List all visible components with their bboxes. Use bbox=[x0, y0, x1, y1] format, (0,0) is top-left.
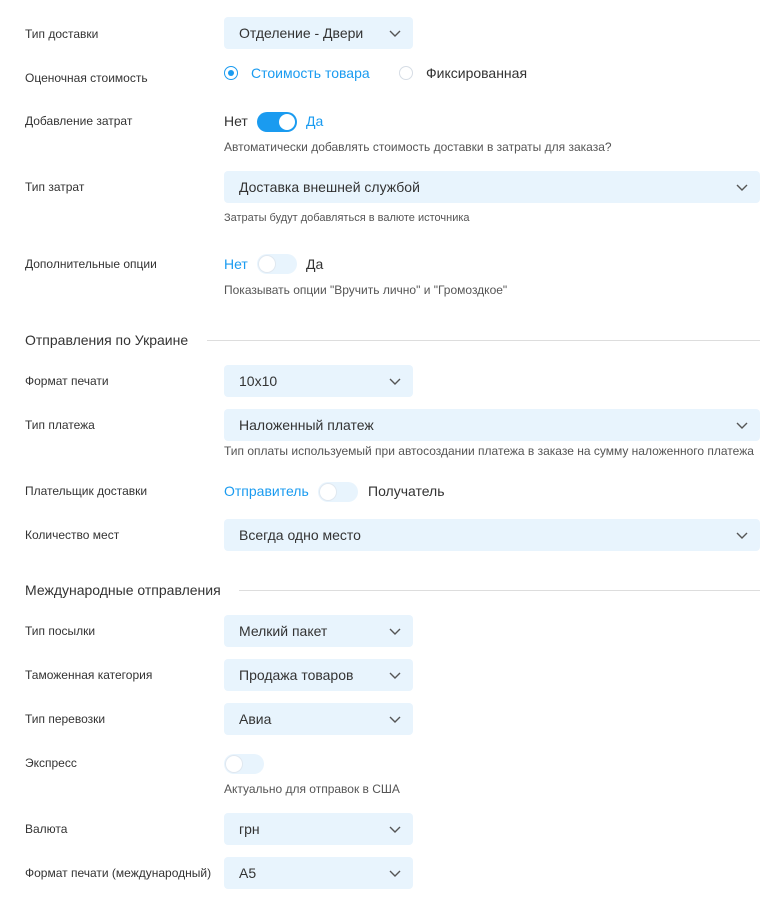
payment-type-hint: Тип оплаты используемый при автосоздании платежа в заказе на сумму наложенного платежа bbox=[224, 444, 754, 458]
intl-print-format-label: Формат печати (международный) bbox=[25, 866, 212, 880]
intl-print-format-select[interactable] bbox=[224, 857, 413, 889]
cost-type-hint: Затраты будут добавляться в валюте источника bbox=[224, 212, 470, 224]
chevron-down-icon bbox=[736, 529, 748, 541]
customs-label: Таможенная категория bbox=[25, 668, 153, 682]
payer-label: Плательщик доставки bbox=[25, 484, 148, 498]
payer-sender-label: Отправитель bbox=[224, 483, 309, 499]
estimated-cost-label: Оценочная стоимость bbox=[25, 71, 148, 85]
toggle-knob bbox=[226, 756, 242, 772]
add-costs-off-label: Нет bbox=[224, 113, 248, 129]
delivery-type-label: Тип доставки bbox=[25, 27, 99, 41]
transport-select[interactable] bbox=[224, 703, 413, 735]
places-select[interactable] bbox=[224, 519, 760, 551]
express-toggle[interactable] bbox=[224, 754, 264, 774]
add-costs-label: Добавление затрат bbox=[25, 114, 133, 128]
extra-options-on-label: Да bbox=[306, 256, 324, 272]
extra-options-toggle[interactable] bbox=[257, 254, 297, 274]
payer-recipient-label: Получатель bbox=[368, 483, 445, 499]
customs-value: Продажа товаров bbox=[239, 667, 354, 683]
intl-print-format-value: A5 bbox=[239, 865, 257, 881]
radio-fixed[interactable] bbox=[399, 66, 413, 80]
add-costs-hint: Автоматически добавлять стоимость доставки в затраты для заказа? bbox=[224, 140, 612, 154]
toggle-knob bbox=[259, 256, 275, 272]
extra-options-off-label: Нет bbox=[224, 256, 248, 272]
parcel-type-select[interactable] bbox=[224, 615, 413, 647]
chevron-down-icon bbox=[736, 419, 748, 431]
payment-type-value: Наложенный платеж bbox=[239, 417, 374, 433]
section-divider bbox=[239, 590, 760, 591]
chevron-down-icon bbox=[389, 625, 401, 637]
places-value: Всегда одно место bbox=[239, 527, 361, 543]
print-format-value: 10x10 bbox=[239, 373, 278, 389]
currency-label: Валюта bbox=[25, 822, 68, 836]
chevron-down-icon bbox=[389, 867, 401, 879]
add-costs-toggle[interactable] bbox=[257, 112, 297, 132]
option-fixed[interactable]: Фиксированная bbox=[426, 65, 528, 81]
express-label: Экспресс bbox=[25, 756, 77, 770]
toggle-knob bbox=[320, 484, 336, 500]
radio-product-cost[interactable] bbox=[224, 66, 238, 80]
cost-type-value: Доставка внешней службой bbox=[239, 179, 420, 195]
print-format-select[interactable] bbox=[224, 365, 413, 397]
chevron-down-icon bbox=[389, 375, 401, 387]
express-hint: Актуально для отправок в США bbox=[224, 782, 400, 796]
currency-select[interactable] bbox=[224, 813, 413, 845]
customs-select[interactable] bbox=[224, 659, 413, 691]
section-title-ukraine: Отправления по Украине bbox=[25, 332, 189, 348]
delivery-type-value: Отделение - Двери bbox=[239, 25, 364, 41]
places-label: Количество мест bbox=[25, 528, 120, 542]
chevron-down-icon bbox=[736, 181, 748, 193]
section-title-international: Международные отправления bbox=[25, 582, 221, 598]
transport-value: Авиа bbox=[239, 711, 272, 727]
cost-type-label: Тип затрат bbox=[25, 180, 85, 194]
chevron-down-icon bbox=[389, 713, 401, 725]
parcel-type-value: Мелкий пакет bbox=[239, 623, 328, 639]
payer-toggle[interactable] bbox=[318, 482, 358, 502]
print-format-label: Формат печати bbox=[25, 374, 109, 388]
section-divider bbox=[207, 340, 760, 341]
cost-type-select[interactable] bbox=[224, 171, 760, 203]
add-costs-on-label: Да bbox=[306, 113, 324, 129]
transport-label: Тип перевозки bbox=[25, 712, 106, 726]
delivery-type-select[interactable] bbox=[224, 17, 413, 49]
extra-options-hint: Показывать опции "Вручить лично" и "Громоздкое" bbox=[224, 283, 508, 297]
payment-type-select[interactable] bbox=[224, 409, 760, 441]
payment-type-label: Тип платежа bbox=[25, 418, 95, 432]
option-product-cost[interactable]: Стоимость товара bbox=[251, 65, 370, 81]
currency-value: грн bbox=[239, 821, 260, 837]
chevron-down-icon bbox=[389, 27, 401, 39]
parcel-type-label: Тип посылки bbox=[25, 624, 96, 638]
extra-options-label: Дополнительные опции bbox=[25, 257, 157, 271]
chevron-down-icon bbox=[389, 669, 401, 681]
chevron-down-icon bbox=[389, 823, 401, 835]
toggle-knob bbox=[279, 114, 295, 130]
